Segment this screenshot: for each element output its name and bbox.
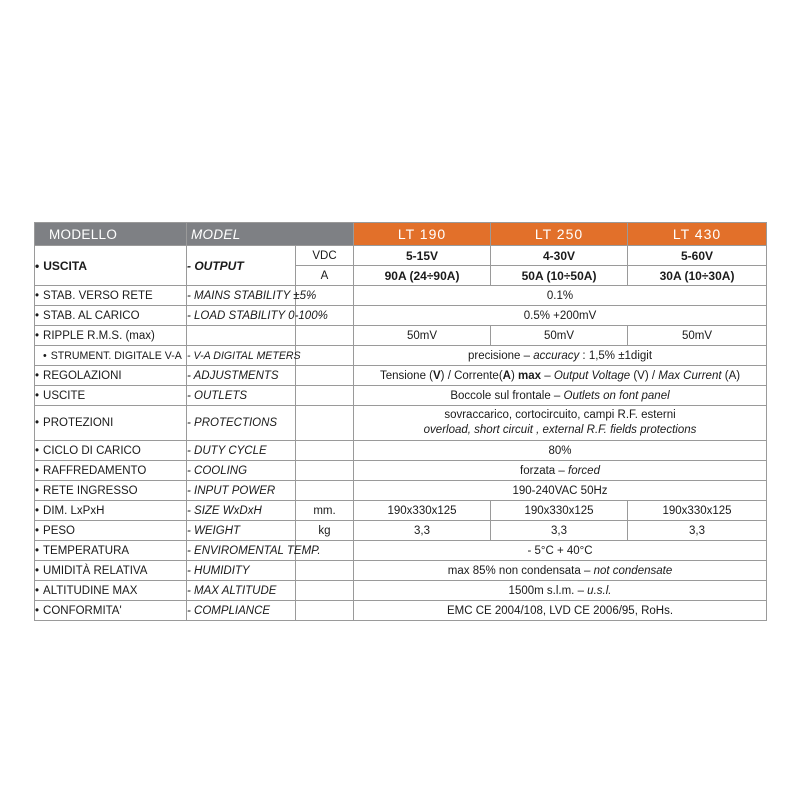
table-row (35, 326, 767, 346)
row-unit (296, 581, 354, 601)
cell-value-merged: - 5°C + 40°C (354, 541, 767, 561)
row-unit: mm. (296, 501, 354, 521)
cell-value-col3: 50mV (628, 326, 767, 346)
row-unit (296, 326, 354, 346)
cell-value-col2: 50mV (491, 326, 628, 346)
cell-value-col1: 90A (24÷90A) (354, 266, 491, 286)
row-label-en: - HUMIDITY (187, 561, 296, 581)
cell-value-merged: 190-240VAC 50Hz (354, 481, 767, 501)
row-label-en: - OUTLETS (187, 386, 296, 406)
row-label-en: - LOAD STABILITY 0-100% (187, 306, 296, 326)
cell-value-col3: 30A (10÷30A) (628, 266, 767, 286)
row-unit (296, 481, 354, 501)
header-label-it: MODELLO (35, 223, 187, 246)
cell-value-merged: precisione – accuracy : 1,5% ±1digit (354, 346, 767, 366)
row-unit (296, 346, 354, 366)
table-row (35, 561, 767, 581)
header-model-lt190: LT 190 (354, 223, 491, 246)
row-label-it: • PESO (35, 521, 187, 541)
row-label-it: • CICLO DI CARICO (35, 441, 187, 461)
table-row (35, 406, 767, 441)
row-label-en: - COOLING (187, 461, 296, 481)
row-unit: kg (296, 521, 354, 541)
cell-value-col1: 190x330x125 (354, 501, 491, 521)
cell-value-merged: 0.1% (354, 286, 767, 306)
row-label-it: • TEMPERATURA (35, 541, 187, 561)
specification-table-container (34, 222, 766, 621)
row-label-it: • CONFORMITA' (35, 601, 187, 621)
row-label-it: • RAFFREDAMENTO (35, 461, 187, 481)
table-row (35, 246, 767, 266)
cell-value-merged: 0.5% +200mV (354, 306, 767, 326)
cell-value-col2: 190x330x125 (491, 501, 628, 521)
cell-value-col2: 3,3 (491, 521, 628, 541)
table-row (35, 581, 767, 601)
row-label-it: • STAB. AL CARICO (35, 306, 187, 326)
table-header (35, 223, 767, 246)
table-row (35, 601, 767, 621)
table-row (35, 286, 767, 306)
cell-value-col2: 50A (10÷50A) (491, 266, 628, 286)
cell-value-col2: 4-30V (491, 246, 628, 266)
row-label-en: - INPUT POWER (187, 481, 296, 501)
row-label-en: - SIZE WxDxH (187, 501, 296, 521)
cell-value-merged: EMC CE 2004/108, LVD CE 2006/95, RoHs. (354, 601, 767, 621)
cell-value-merged: sovraccarico, cortocircuito, campi R.F. esterni overload, short circuit , external R.F. fields protections (354, 406, 767, 441)
cell-value-col1: 5-15V (354, 246, 491, 266)
cell-value-merged: max 85% non condensata – not condensate (354, 561, 767, 581)
cell-value-col3: 5-60V (628, 246, 767, 266)
cell-value-merged: Boccole sul frontale – Outlets on font panel (354, 386, 767, 406)
row-label-en: - MAINS STABILITY ±5% (187, 286, 296, 306)
cell-value-col3: 190x330x125 (628, 501, 767, 521)
row-unit (296, 386, 354, 406)
row-unit (296, 406, 354, 441)
table-row (35, 501, 767, 521)
cell-value-merged: 80% (354, 441, 767, 461)
table-row (35, 306, 767, 326)
row-label-it: • UMIDITÀ RELATIVA (35, 561, 187, 581)
header-model-lt250: LT 250 (491, 223, 628, 246)
row-unit (296, 461, 354, 481)
row-label-it: • USCITA (35, 246, 187, 286)
row-label-en: - MAX ALTITUDE (187, 581, 296, 601)
row-label-en: - ADJUSTMENTS (187, 366, 296, 386)
row-label-en: - DUTY CYCLE (187, 441, 296, 461)
table-row (35, 461, 767, 481)
row-label-en: - ENVIROMENTAL TEMP. (187, 541, 296, 561)
table-row (35, 386, 767, 406)
cell-value-col1: 50mV (354, 326, 491, 346)
row-label-en: - PROTECTIONS (187, 406, 296, 441)
row-label-it: • STAB. VERSO RETE (35, 286, 187, 306)
row-label-en (187, 326, 296, 346)
specification-table (34, 222, 767, 621)
table-row (35, 346, 767, 366)
table-row (35, 366, 767, 386)
row-unit: A (296, 266, 354, 286)
row-label-en: - OUTPUT (187, 246, 296, 286)
table-body (35, 246, 767, 621)
row-unit: VDC (296, 246, 354, 266)
row-label-it: • RETE INGRESSO (35, 481, 187, 501)
row-label-it: • PROTEZIONI (35, 406, 187, 441)
cell-value-merged: forzata – forced (354, 461, 767, 481)
row-unit (296, 441, 354, 461)
cell-value-col3: 3,3 (628, 521, 767, 541)
row-label-it: • USCITE (35, 386, 187, 406)
header-row (35, 223, 767, 246)
row-label-it: • STRUMENT. DIGITALE V-A (35, 346, 187, 366)
row-label-en: - COMPLIANCE (187, 601, 296, 621)
table-row (35, 521, 767, 541)
row-label-en: - V-A DIGITAL METERS (187, 346, 296, 366)
row-label-it: • DIM. LxPxH (35, 501, 187, 521)
header-model-lt430: LT 430 (628, 223, 767, 246)
row-label-it: • ALTITUDINE MAX (35, 581, 187, 601)
row-unit (296, 366, 354, 386)
cell-value-merged: 1500m s.l.m. – u.s.l. (354, 581, 767, 601)
row-unit (296, 561, 354, 581)
row-label-en: - WEIGHT (187, 521, 296, 541)
cell-value-merged: Tensione (V) / Corrente(A) max – Output Voltage (V) / Max Current (A) (354, 366, 767, 386)
row-label-it: • REGOLAZIONI (35, 366, 187, 386)
table-row (35, 541, 767, 561)
row-label-it: • RIPPLE R.M.S. (max) (35, 326, 187, 346)
table-row (35, 441, 767, 461)
cell-value-col1: 3,3 (354, 521, 491, 541)
table-row (35, 481, 767, 501)
row-unit (296, 601, 354, 621)
header-label-en: MODEL (187, 223, 354, 246)
